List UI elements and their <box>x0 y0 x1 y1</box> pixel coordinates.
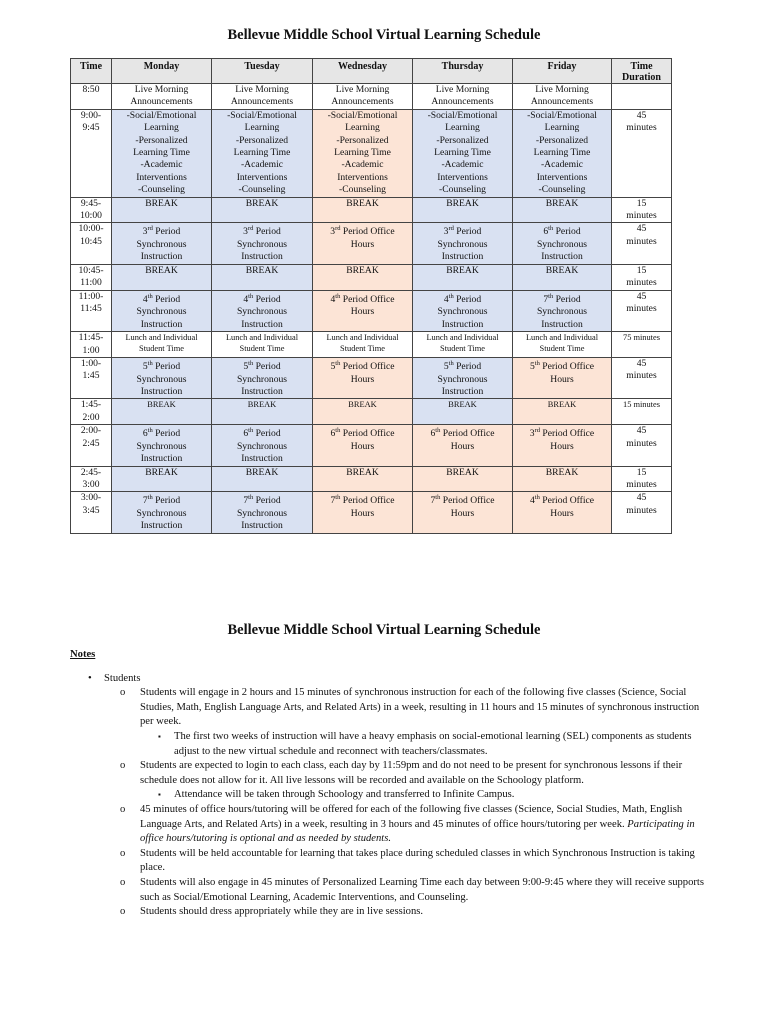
time-cell: 1:00- 1:45 <box>71 357 112 398</box>
schedule-cell: Lunch and Individual Student Time <box>313 332 413 358</box>
note-text: Students will be held accountable for learning that takes place during scheduled classes in which Synchronous Instruction is taking place. <box>140 847 695 874</box>
circle-bullet-icon: o <box>120 906 126 918</box>
schedule-cell: Lunch and Individual Student Time <box>212 332 313 358</box>
note-item <box>70 686 710 730</box>
duration-cell: 45 minutes <box>612 290 672 331</box>
time-cell: 11:00- 11:45 <box>71 290 112 331</box>
schedule-cell: Live Morning Announcements <box>313 84 413 110</box>
note-text: Students will engage in 2 hours and 15 minutes of synchronous instruction for each of the following five classes (Science, Social Studies, Math, English Language Arts, and Related Arts) in a week, resulting in 11 hours and 15 minutes of synchronous instruction per week. <box>140 687 700 728</box>
schedule-cell: 4th Period Office Hours <box>513 492 612 533</box>
note-text: Students will also engage in 45 minutes of Personalized Learning Time each day between 9:00-9:45 where they will receive supports such as Social/Emotional Learning, Academic Interventions, and Counseling. <box>140 876 704 903</box>
schedule-cell: 6th Period Office Hours <box>413 425 513 466</box>
schedule-table <box>70 58 672 534</box>
schedule-cell: BREAK <box>112 399 212 425</box>
schedule-cell: BREAK <box>112 466 212 492</box>
schedule-cell: 5th Period Office Hours <box>513 357 612 398</box>
square-bullet-icon: ▪ <box>158 790 161 800</box>
schedule-cell: BREAK <box>313 466 413 492</box>
schedule-cell: BREAK <box>413 399 513 425</box>
schedule-cell: 5th Period Synchronous Instruction <box>212 357 313 398</box>
schedule-cell: BREAK <box>112 264 212 290</box>
duration-cell: 15 minutes <box>612 399 672 425</box>
schedule-cell: BREAK <box>313 197 413 223</box>
schedule-cell: 6th Period Synchronous Instruction <box>112 425 212 466</box>
schedule-cell: 4th Period Synchronous Instruction <box>413 290 513 331</box>
note-text: Attendance will be taken through Schoology and transferred to Infinite Campus. <box>174 789 515 801</box>
circle-bullet-icon: o <box>120 760 126 772</box>
schedule-cell: 3rd Period Office Hours <box>513 425 612 466</box>
schedule-cell: BREAK <box>513 399 612 425</box>
schedule-row <box>71 84 672 110</box>
note-item <box>70 759 710 788</box>
circle-bullet-icon: o <box>120 847 126 859</box>
schedule-cell: 6th Period Office Hours <box>313 425 413 466</box>
duration-cell <box>612 84 672 110</box>
schedule-cell: Live Morning Announcements <box>413 84 513 110</box>
note-item <box>70 730 710 759</box>
schedule-cell: 6th Period Synchronous Instruction <box>513 223 612 264</box>
schedule-cell: Lunch and Individual Student Time <box>413 332 513 358</box>
notes-page-title: Bellevue Middle School Virtual Learning Schedule <box>227 622 541 638</box>
schedule-row <box>71 492 672 533</box>
notes-list <box>70 672 710 920</box>
schedule-cell: Live Morning Announcements <box>212 84 313 110</box>
time-cell: 2:45- 3:00 <box>71 466 112 492</box>
schedule-cell: 7th Period Synchronous Instruction <box>513 290 612 331</box>
duration-cell: 45 minutes <box>612 223 672 264</box>
schedule-row <box>71 109 672 197</box>
schedule-cell: Live Morning Announcements <box>513 84 612 110</box>
schedule-cell: 3rd Period Synchronous Instruction <box>212 223 313 264</box>
schedule-cell: BREAK <box>112 197 212 223</box>
time-cell: 10:45- 11:00 <box>71 264 112 290</box>
schedule-cell: 7th Period Office Hours <box>313 492 413 533</box>
schedule-cell: BREAK <box>212 264 313 290</box>
schedule-cell: -Social/Emotional Learning -Personalized Learning Time -Academic Interventions -Counseling <box>112 109 212 197</box>
schedule-cell: -Social/Emotional Learning -Personalized Learning Time -Academic Interventions -Counseling <box>313 109 413 197</box>
note-italic-text: Participating in office hours/tutoring is optional and as needed by students. <box>140 818 695 845</box>
column-header: Monday <box>112 59 212 84</box>
schedule-row <box>71 466 672 492</box>
schedule-row <box>71 197 672 223</box>
schedule-cell: BREAK <box>212 466 313 492</box>
column-header: Time <box>71 59 112 84</box>
schedule-cell: 5th Period Synchronous Instruction <box>112 357 212 398</box>
schedule-cell: 7th Period Synchronous Instruction <box>212 492 313 533</box>
note-item <box>70 788 710 803</box>
circle-bullet-icon: o <box>120 803 126 815</box>
duration-cell: 45 minutes <box>612 357 672 398</box>
column-header: Time Duration <box>612 59 672 84</box>
schedule-cell: 7th Period Synchronous Instruction <box>112 492 212 533</box>
schedule-cell: 4th Period Synchronous Instruction <box>212 290 313 331</box>
time-cell: 2:00- 2:45 <box>71 425 112 466</box>
schedule-cell: BREAK <box>413 197 513 223</box>
time-cell: 9:45- 10:00 <box>71 197 112 223</box>
bullet-icon: • <box>88 672 92 684</box>
note-item <box>70 803 710 847</box>
notes-heading: Notes <box>70 649 96 660</box>
schedule-cell: -Social/Emotional Learning -Personalized Learning Time -Academic Interventions -Counseling <box>212 109 313 197</box>
duration-cell: 15 minutes <box>612 197 672 223</box>
schedule-cell: 5th Period Synchronous Instruction <box>413 357 513 398</box>
duration-cell: 15 minutes <box>612 466 672 492</box>
note-text: Students should dress appropriately while they are in live sessions. <box>140 906 424 918</box>
schedule-cell: Live Morning Announcements <box>112 84 212 110</box>
duration-cell: 45 minutes <box>612 109 672 197</box>
note-item <box>70 876 710 905</box>
schedule-cell: BREAK <box>212 197 313 223</box>
note-text: Students <box>104 672 141 684</box>
schedule-row <box>71 399 672 425</box>
schedule-row <box>71 425 672 466</box>
column-header: Tuesday <box>212 59 313 84</box>
time-cell: 9:00- 9:45 <box>71 109 112 197</box>
note-text: The first two weeks of instruction will have a heavy emphasis on social-emotional learning (SEL) components as students adjust to the new virtual schedule and reconnect with teachers/classmates. <box>174 730 692 757</box>
schedule-cell: 4th Period Office Hours <box>313 290 413 331</box>
schedule-cell: BREAK <box>413 264 513 290</box>
circle-bullet-icon: o <box>120 687 126 699</box>
schedule-cell: 4th Period Synchronous Instruction <box>112 290 212 331</box>
schedule-cell: BREAK <box>513 466 612 492</box>
schedule-row <box>71 332 672 358</box>
duration-cell: 15 minutes <box>612 264 672 290</box>
schedule-row <box>71 264 672 290</box>
schedule-cell: BREAK <box>513 264 612 290</box>
schedule-cell: BREAK <box>212 399 313 425</box>
schedule-row <box>71 290 672 331</box>
schedule-cell: -Social/Emotional Learning -Personalized Learning Time -Academic Interventions -Counseling <box>413 109 513 197</box>
schedule-cell: BREAK <box>313 399 413 425</box>
schedule-cell: BREAK <box>313 264 413 290</box>
column-header: Thursday <box>413 59 513 84</box>
schedule-cell: 3rd Period Synchronous Instruction <box>112 223 212 264</box>
page-title: Bellevue Middle School Virtual Learning Schedule <box>227 27 541 43</box>
schedule-cell: 5th Period Office Hours <box>313 357 413 398</box>
schedule-cell: 6th Period Synchronous Instruction <box>212 425 313 466</box>
schedule-header-row <box>71 59 672 84</box>
note-item <box>70 847 710 876</box>
schedule-cell: Lunch and Individual Student Time <box>112 332 212 358</box>
time-cell: 11:45- 1:00 <box>71 332 112 358</box>
schedule-cell: 3rd Period Office Hours <box>313 223 413 264</box>
time-cell: 1:45- 2:00 <box>71 399 112 425</box>
notes-section <box>70 648 710 920</box>
schedule-cell: 7th Period Office Hours <box>413 492 513 533</box>
note-item <box>70 905 710 920</box>
duration-cell: 75 minutes <box>612 332 672 358</box>
schedule-cell: BREAK <box>413 466 513 492</box>
time-cell: 3:00- 3:45 <box>71 492 112 533</box>
schedule-cell: Lunch and Individual Student Time <box>513 332 612 358</box>
note-item <box>70 672 710 687</box>
square-bullet-icon: ▪ <box>158 731 161 741</box>
time-cell: 8:50 <box>71 84 112 110</box>
schedule-cell: -Social/Emotional Learning -Personalized Learning Time -Academic Interventions -Counseling <box>513 109 612 197</box>
duration-cell: 45 minutes <box>612 492 672 533</box>
column-header: Friday <box>513 59 612 84</box>
schedule-row <box>71 357 672 398</box>
note-text: 45 minutes of office hours/tutoring will be offered for each of the following five classes (Science, Social Studies, Math, English Language Arts, and Related Arts) in a week, resulting in 3 hours and 45 minutes of office hours/tutoring per week. <box>140 803 683 830</box>
schedule-cell: BREAK <box>513 197 612 223</box>
schedule-cell: 3rd Period Synchronous Instruction <box>413 223 513 264</box>
schedule-row <box>71 223 672 264</box>
time-cell: 10:00- 10:45 <box>71 223 112 264</box>
note-text: Students are expected to login to each class, each day by 11:59pm and do not need to be present for synchronous lessons if their schedule does not allow for it. All live lessons will be recorded and available on the Schoology platform. <box>140 760 683 786</box>
column-header: Wednesday <box>313 59 413 84</box>
circle-bullet-icon: o <box>120 876 126 888</box>
duration-cell: 45 minutes <box>612 425 672 466</box>
